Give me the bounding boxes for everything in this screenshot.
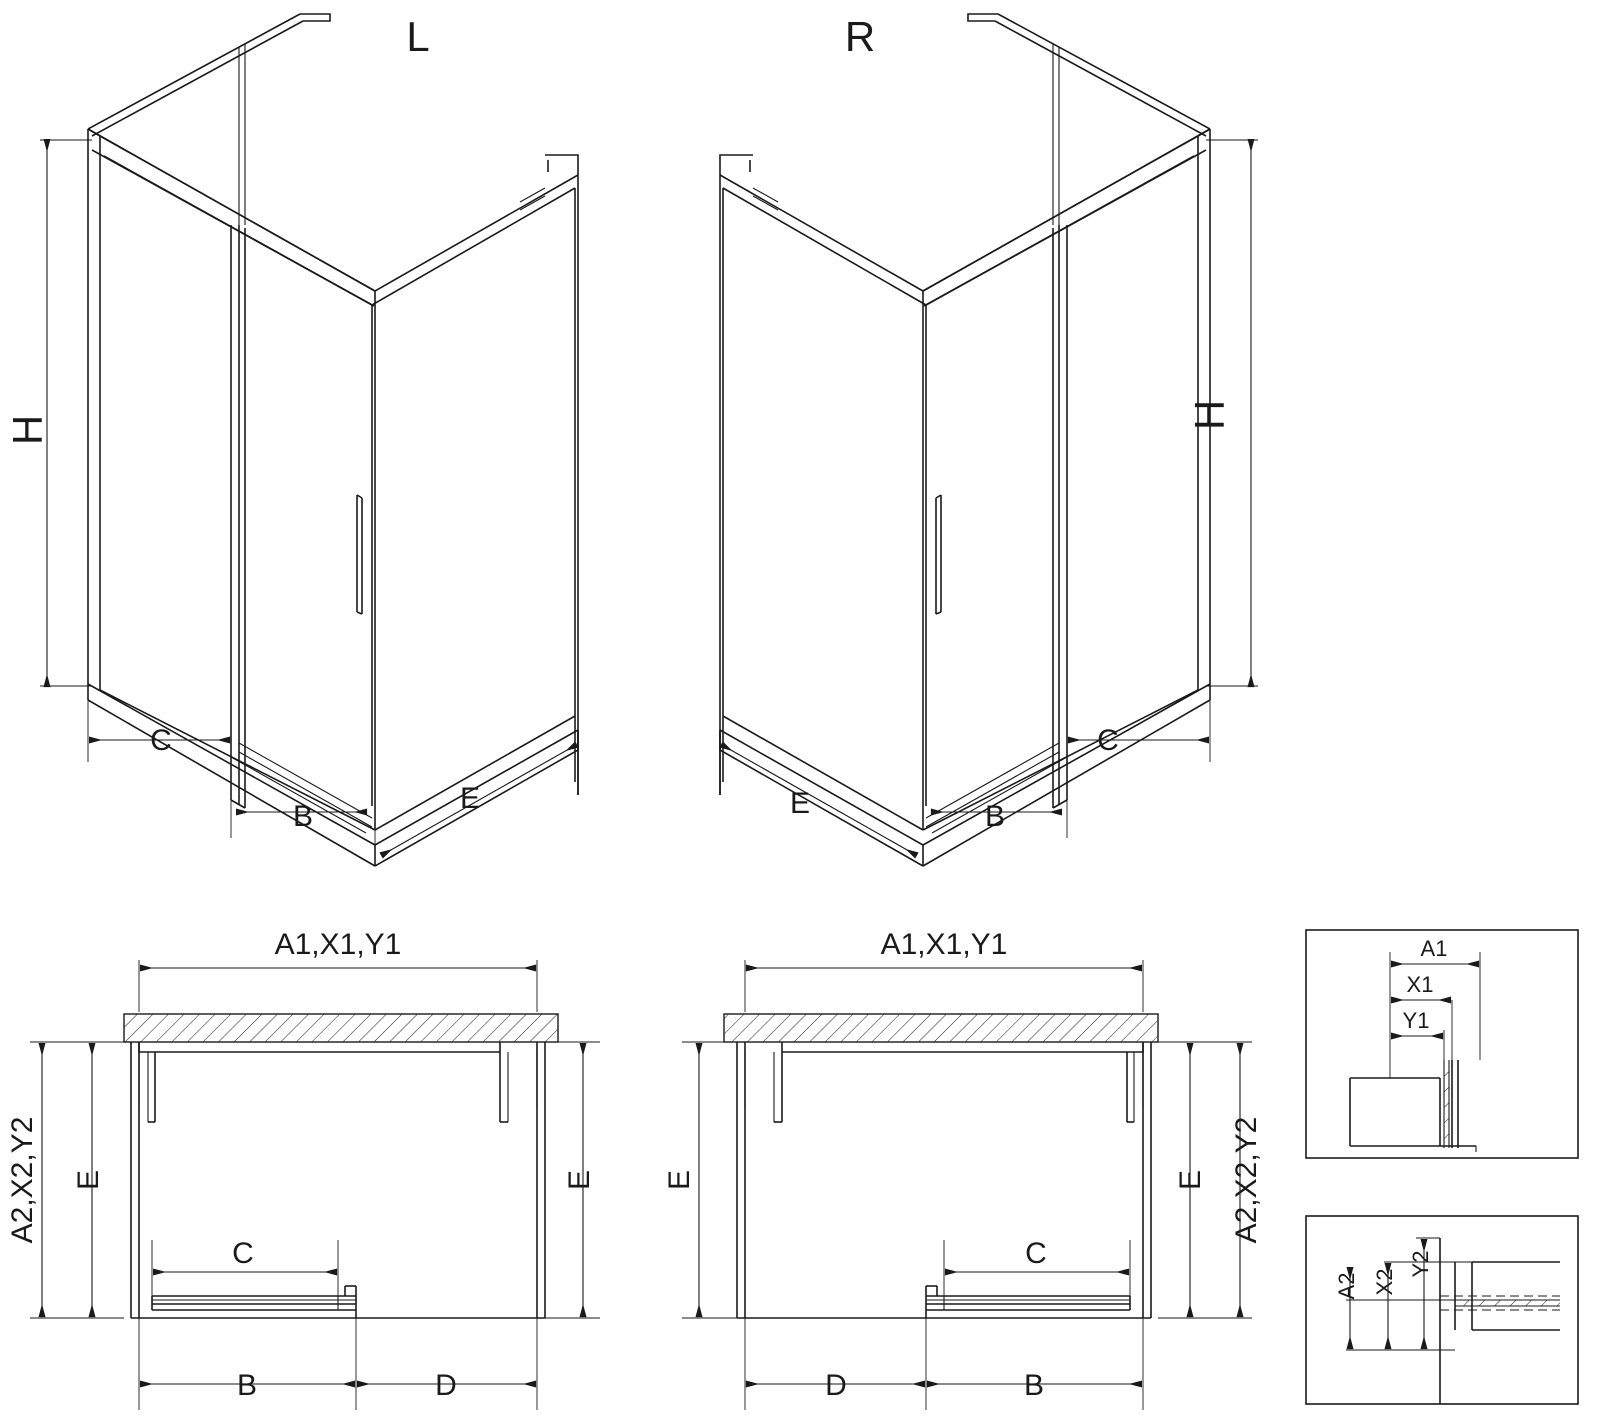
detail-bottom-view	[1306, 1216, 1578, 1404]
iso-left-dim-b: B	[292, 799, 314, 833]
plan-left-dim-d: D	[435, 1368, 457, 1402]
iso-left-dim-h: H	[4, 414, 52, 446]
iso-right-dim-b: B	[984, 799, 1006, 833]
plan-right-dim-c: C	[1025, 1236, 1047, 1270]
plan-left-wall	[124, 1014, 558, 1042]
plan-right-dim-b: B	[1023, 1368, 1045, 1402]
iso-right-dim-c: C	[1097, 723, 1119, 757]
detail-top-dim-y1: Y1	[1402, 1007, 1430, 1033]
plan-left-dim-b: B	[236, 1368, 258, 1402]
detail-bottom-dim-x2: X2	[1371, 1268, 1397, 1296]
iso-right-view	[720, 13, 1258, 866]
detail-top-view	[1306, 930, 1578, 1158]
plan-right-dim-e-inner: E	[1173, 1169, 1207, 1191]
plan-left-dim-e-inner: E	[71, 1169, 105, 1191]
plan-left-dim-e-right: E	[562, 1169, 596, 1191]
plan-left-dim-c: C	[232, 1236, 254, 1270]
iso-left-dim-c: C	[150, 723, 172, 757]
detail-bottom-dim-a2: A2	[1333, 1272, 1359, 1300]
detail-top-dim-x1: X1	[1406, 971, 1434, 997]
iso-right-dim-e: E	[789, 786, 811, 820]
iso-right-title: R	[844, 13, 876, 61]
plan-right-dim-a1x1y1: A1,X1,Y1	[880, 927, 1008, 961]
iso-left-dim-e: E	[459, 781, 481, 815]
iso-left-title: L	[406, 13, 430, 61]
plan-right-wall	[724, 1014, 1158, 1042]
plan-right-view	[663, 928, 1263, 1410]
detail-bottom-dim-y2: Y2	[1407, 1250, 1433, 1278]
iso-left-view	[4, 13, 578, 866]
plan-right-dim-d: D	[825, 1368, 847, 1402]
plan-right-dim-a2x2y2: A2,X2,Y2	[1229, 1116, 1263, 1244]
plan-left-view	[6, 928, 600, 1410]
plan-left-dim-a1x1y1: A1,X1,Y1	[274, 927, 402, 961]
plan-right-dim-e-left: E	[662, 1169, 696, 1191]
iso-right-dim-h: H	[1186, 399, 1234, 431]
plan-left-dim-a2x2y2: A2,X2,Y2	[5, 1116, 39, 1244]
detail-top-dim-a1: A1	[1420, 935, 1448, 961]
